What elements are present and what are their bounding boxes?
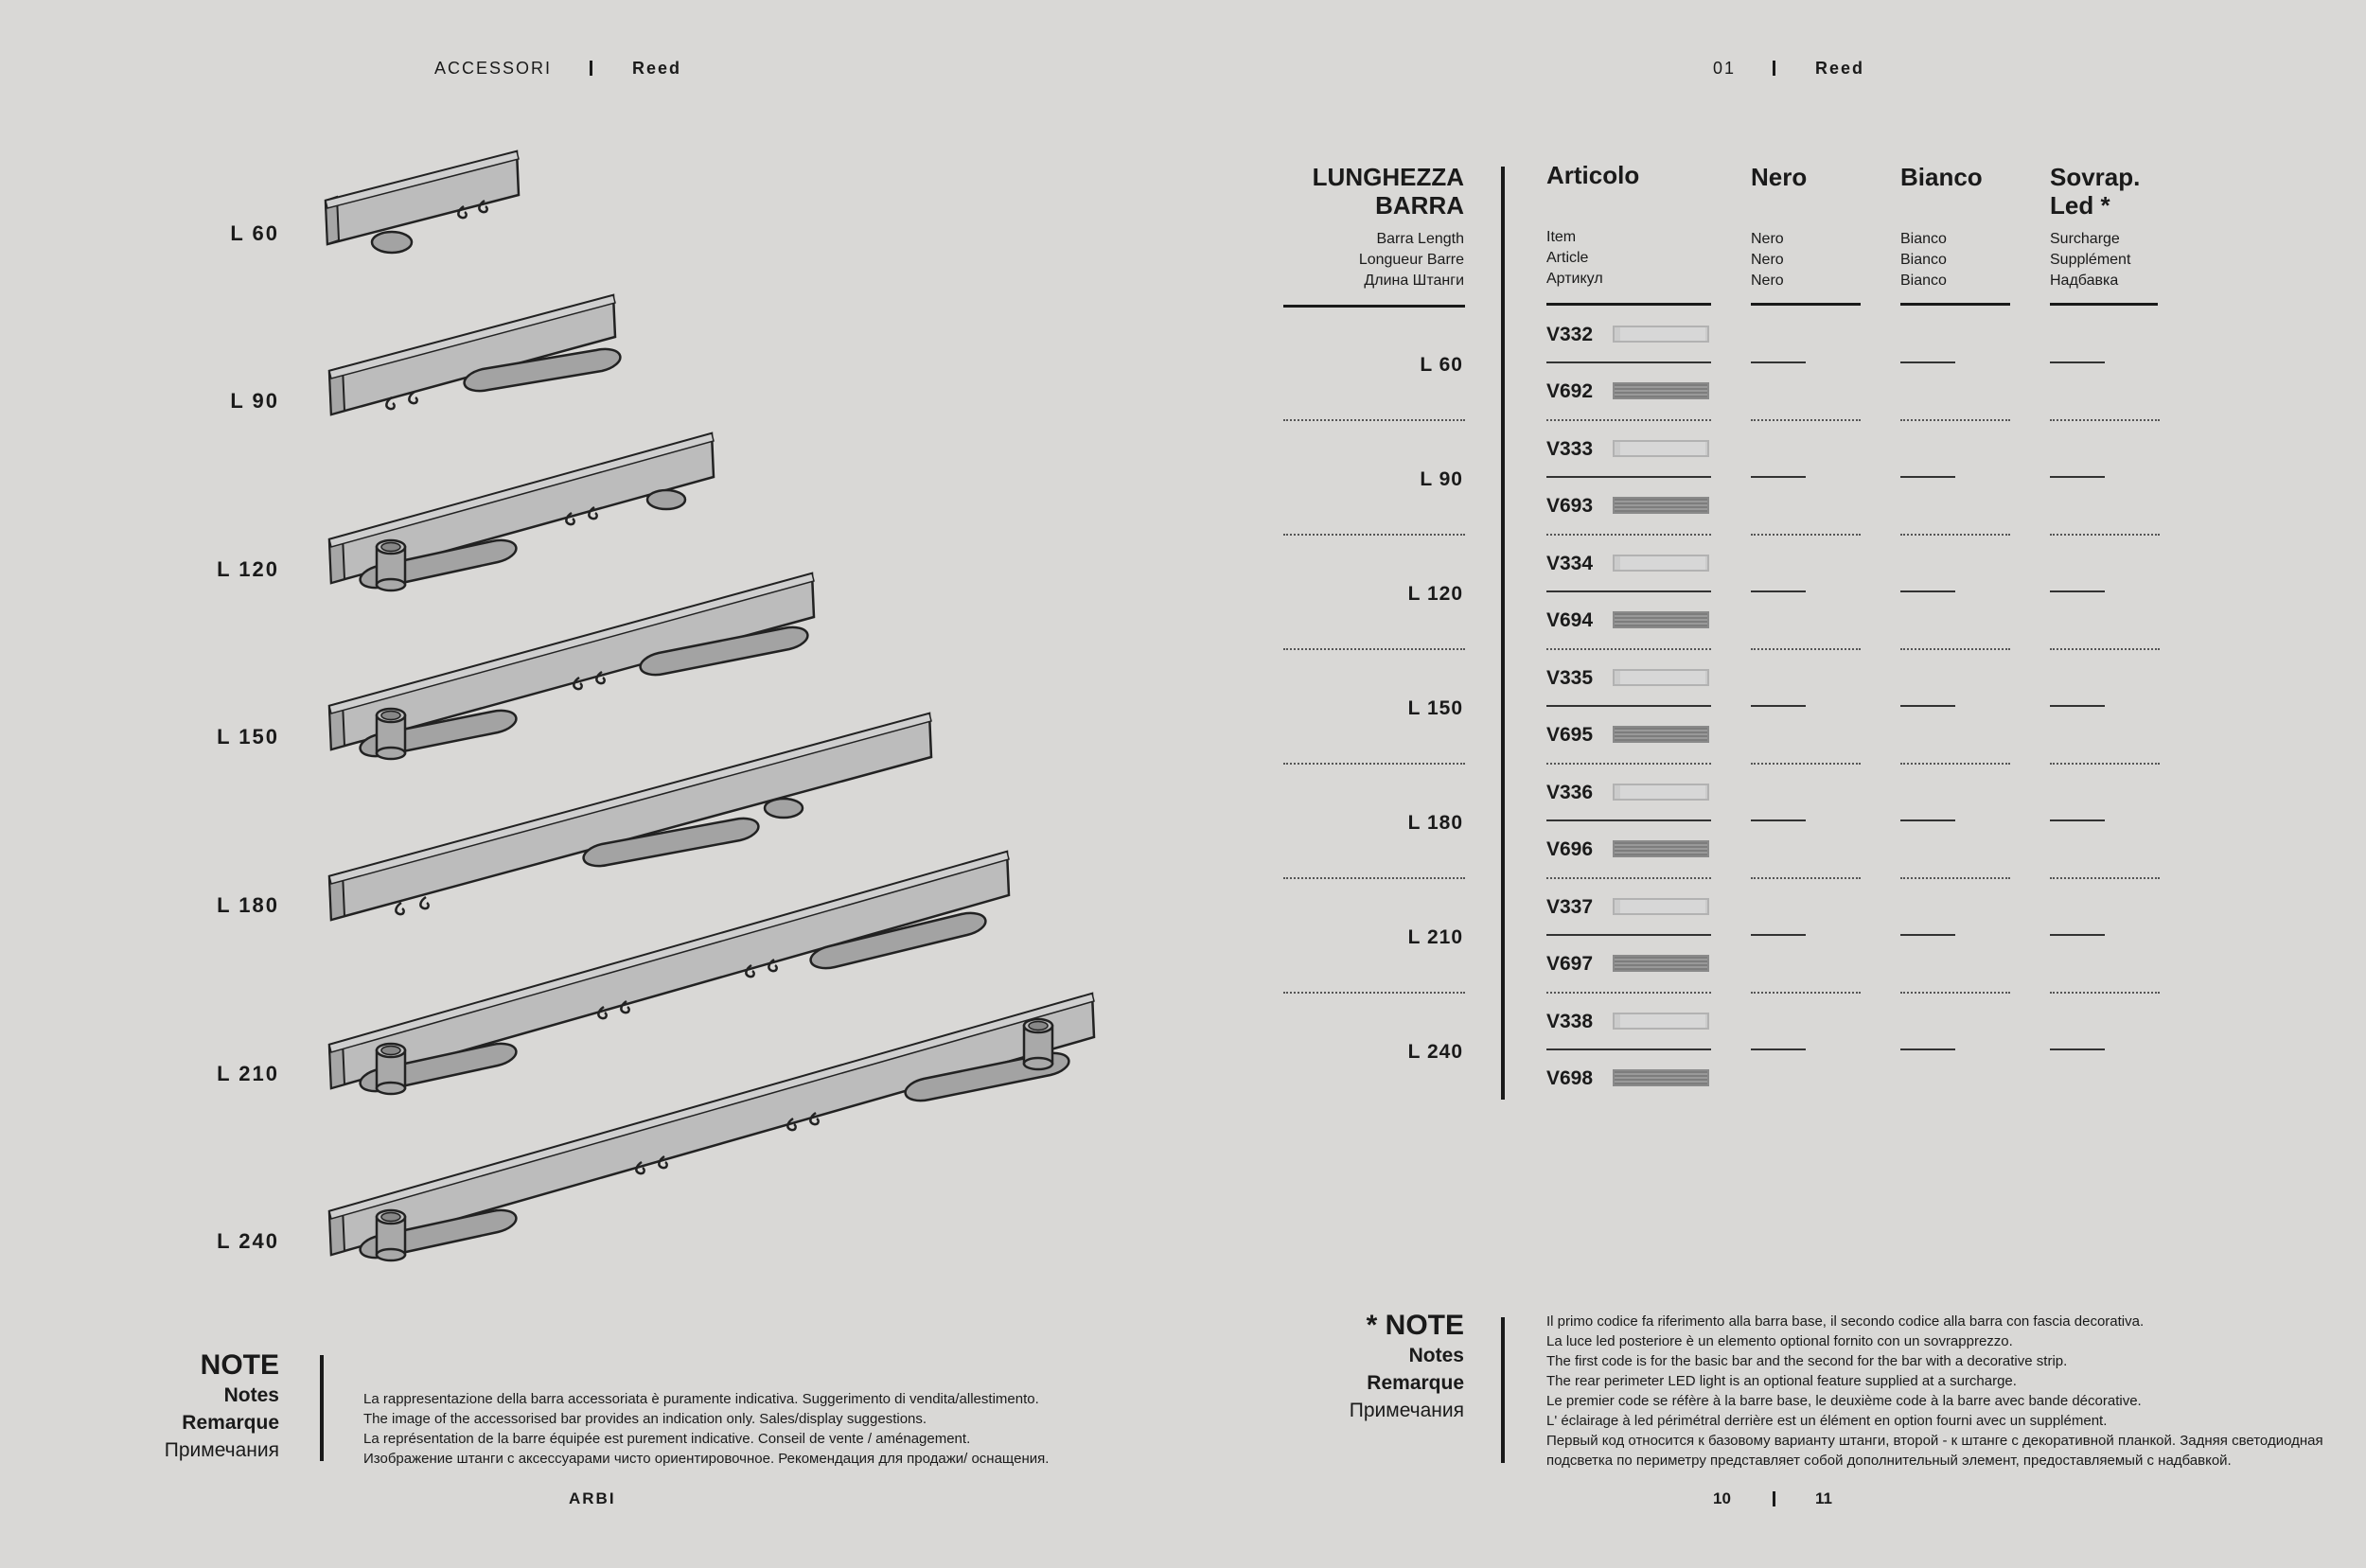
table-divider: [1501, 167, 1505, 1100]
row-divider: [1283, 877, 1465, 879]
row-divider: [2050, 534, 2160, 536]
row-divider: [1900, 534, 2010, 536]
price-dash: [1900, 819, 1955, 821]
length-cell: L 240: [1407, 1041, 1463, 1063]
article-code: V696: [1546, 838, 1594, 860]
col-sovrap-subtitles: Surcharge Supplément Надбавка: [2050, 231, 2131, 289]
price-dash: [1751, 590, 1806, 592]
article-code: V338: [1546, 1011, 1594, 1032]
swatch-base: [1613, 440, 1709, 457]
note-right-titles: * NOTE Notes Remarque Примечания: [1349, 1310, 1464, 1421]
header-product-right: Reed: [1815, 59, 1865, 78]
footer-separator: [1773, 1491, 1775, 1506]
row-divider: [1283, 763, 1465, 765]
col-article-subtitles: Item Article Артикул: [1546, 229, 1603, 287]
swatch-decorative: [1613, 955, 1709, 972]
note-right-text: Il primo codice fa riferimento alla barra base, il secondo codice alla barra con fascia decorativa. La luce led posteriore è un elemento optional fornito con un sovrapprezzo. The first code is for the basic bar and the second for the bar with a decorative strip. The rear perimeter LED light is an optional feature supplied at a surcharge. Le premier code se réfère à la barre base, le deuxième code à la barre avec bande décorative. L' éclairage à led périmétral derrière est un élément en option fourni avec un supplément. Первый код относится к базовому варианту штанги, второй - к штанге с декоративной планкой. Задняя светодиодная подсветка по периметру представляет собой дополнительный элемент, предоставляемый с надбавкой.: [1546, 1313, 2323, 1469]
bar-illustrations: [0, 0, 1183, 1325]
swatch-base: [1613, 669, 1709, 686]
row-divider: [1751, 763, 1861, 765]
price-dash: [1900, 476, 1955, 478]
row-separator: [1546, 476, 1711, 478]
header-page-number: 01: [1713, 59, 1737, 78]
col-length-subtitles: Barra Length Longueur Barre Длина Штанги: [1358, 231, 1464, 289]
price-dash: [2050, 819, 2105, 821]
length-cell: L 150: [1407, 697, 1463, 719]
swatch-base: [1613, 898, 1709, 915]
price-dash: [2050, 361, 2105, 363]
col-nero-rule: [1751, 303, 1861, 306]
price-dash: [1900, 1048, 1955, 1050]
price-dash: [1900, 590, 1955, 592]
row-separator: [1546, 705, 1711, 707]
length-cell: L 120: [1407, 583, 1463, 605]
row-divider: [1900, 763, 2010, 765]
swatch-decorative: [1613, 840, 1709, 857]
article-code: V332: [1546, 324, 1594, 345]
price-dash: [2050, 705, 2105, 707]
length-cell: L 210: [1407, 926, 1463, 948]
footer-page-left: 10: [1713, 1489, 1731, 1507]
header-separator: [1773, 61, 1775, 76]
row-divider: [1546, 534, 1711, 536]
price-dash: [1900, 705, 1955, 707]
col-length-title: LUNGHEZZA BARRA: [1312, 163, 1464, 220]
row-divider: [1751, 648, 1861, 650]
col-bianco-subtitles: Bianco Bianco Bianco: [1900, 231, 1947, 289]
price-dash: [1751, 819, 1806, 821]
swatch-decorative: [1613, 611, 1709, 628]
swatch-decorative: [1613, 726, 1709, 743]
length-cell: L 180: [1407, 812, 1463, 834]
row-divider: [2050, 648, 2160, 650]
row-divider: [1751, 419, 1861, 421]
row-divider: [1546, 992, 1711, 994]
note-left-divider: [320, 1355, 324, 1461]
bar-label: L 60: [230, 221, 279, 245]
row-divider: [1900, 992, 2010, 994]
article-code: V334: [1546, 553, 1594, 574]
col-article-title: Articolo: [1546, 161, 1640, 189]
price-dash: [2050, 476, 2105, 478]
footer-page-right: 11: [1815, 1489, 1832, 1507]
row-divider: [1900, 648, 2010, 650]
col-sovrap-title: Sovrap. Led *: [2050, 163, 2141, 220]
row-divider: [1283, 419, 1465, 421]
row-separator: [1546, 934, 1711, 936]
row-divider: [2050, 763, 2160, 765]
row-divider: [1546, 763, 1711, 765]
col-nero-title: Nero: [1751, 163, 1808, 191]
row-divider: [1546, 648, 1711, 650]
price-dash: [2050, 1048, 2105, 1050]
price-dash: [1900, 934, 1955, 936]
col-nero-subtitles: Nero Nero Nero: [1751, 231, 1784, 289]
col-bianco-rule: [1900, 303, 2010, 306]
bar-label: L 180: [217, 893, 279, 917]
row-divider: [1900, 877, 2010, 879]
length-cell: L 90: [1420, 468, 1463, 490]
row-separator: [1546, 1048, 1711, 1050]
article-code: V698: [1546, 1067, 1594, 1089]
note-left-text: La rappresentazione della barra accessoriata è puramente indicativa. Suggerimento di vendita/allestimento. The image of the accessorised bar provides an indication only. Sales/display suggestions. La représentation de la barre équipée est purement indicative. Conseil de vente / aménagement. Изображение штанги с аксессуарами чисто ориентировочное. Рекомендация для продажи/ оснащения.: [363, 1391, 1050, 1467]
article-code: V695: [1546, 724, 1594, 746]
col-length-rule: [1283, 305, 1465, 308]
swatch-base: [1613, 555, 1709, 572]
row-divider: [1283, 648, 1465, 650]
price-dash: [2050, 934, 2105, 936]
row-divider: [1283, 534, 1465, 536]
row-divider: [1900, 419, 2010, 421]
swatch-base: [1613, 326, 1709, 343]
row-divider: [2050, 877, 2160, 879]
bar-l60: [326, 151, 519, 253]
article-code: V694: [1546, 609, 1594, 631]
swatch-decorative: [1613, 497, 1709, 514]
note-left-titles: NOTE Notes Remarque Примечания: [164, 1349, 279, 1461]
bar-label: L 120: [217, 557, 279, 581]
article-code: V337: [1546, 896, 1594, 918]
bar-label: L 150: [217, 725, 279, 749]
article-code: V697: [1546, 953, 1594, 975]
price-dash: [1751, 1048, 1806, 1050]
header-product-left: Reed: [632, 59, 682, 78]
row-separator: [1546, 361, 1711, 363]
price-dash: [1751, 705, 1806, 707]
col-bianco-title: Bianco: [1900, 163, 1983, 191]
footer-brand: ARBI: [569, 1489, 616, 1507]
row-separator: [1546, 590, 1711, 592]
price-dash: [1751, 361, 1806, 363]
col-article-rule: [1546, 303, 1711, 306]
bar-l90: [329, 295, 620, 414]
swatch-decorative: [1613, 382, 1709, 399]
article-code: V692: [1546, 380, 1594, 402]
note-right-divider: [1501, 1317, 1505, 1463]
swatch-base: [1613, 784, 1709, 801]
bar-label: L 240: [217, 1229, 279, 1253]
article-code: V335: [1546, 667, 1594, 689]
row-divider: [1546, 877, 1711, 879]
article-code: V333: [1546, 438, 1594, 460]
row-divider: [1751, 877, 1861, 879]
price-dash: [1751, 476, 1806, 478]
bar-label: L 210: [217, 1062, 279, 1085]
header-section: ACCESSORI: [434, 59, 553, 78]
swatch-base: [1613, 1013, 1709, 1030]
row-divider: [1546, 419, 1711, 421]
bar-l120: [329, 433, 714, 590]
price-dash: [1900, 361, 1955, 363]
article-code: V336: [1546, 782, 1594, 803]
row-divider: [2050, 992, 2160, 994]
bar-label: L 90: [230, 389, 279, 413]
price-dash: [1751, 934, 1806, 936]
row-separator: [1546, 819, 1711, 821]
row-divider: [2050, 419, 2160, 421]
length-cell: L 60: [1420, 354, 1463, 376]
article-code: V693: [1546, 495, 1594, 517]
swatch-decorative: [1613, 1069, 1709, 1086]
price-dash: [2050, 590, 2105, 592]
row-divider: [1283, 992, 1465, 994]
row-divider: [1751, 992, 1861, 994]
row-divider: [1751, 534, 1861, 536]
col-sovrap-rule: [2050, 303, 2158, 306]
bar-l150: [329, 573, 814, 759]
